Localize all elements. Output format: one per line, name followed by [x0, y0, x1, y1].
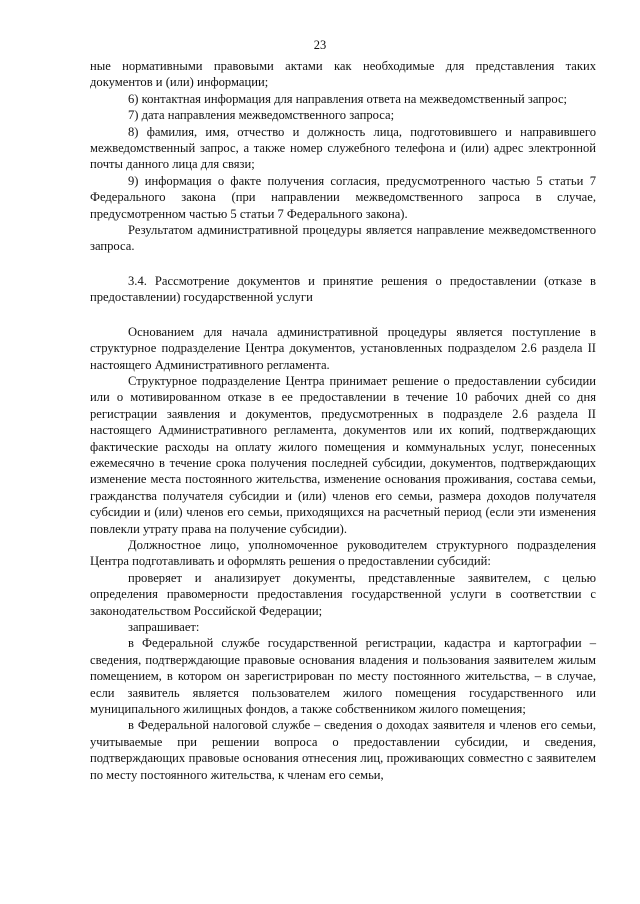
document-body [90, 58, 596, 783]
paragraph-block-1 [90, 58, 596, 255]
paragraph-block-2 [90, 324, 596, 783]
paragraph: запрашивает: [128, 620, 200, 634]
paragraph: 8) фамилия, имя, отчество и должность лица, подготовившего и направившего межведомственный запрос, а также номер служебного телефона и (или) адрес электронной почты данного лица для связи; [90, 124, 596, 172]
paragraph: в Федеральной налоговой службе – сведения о доходах заявителя и членов его семьи, учитываемые при решении вопроса о предоставлении субсидии, и сведения, подтверждающих правовые основания отнесения лиц, проживающих совместно с заявителем по месту постоянного жительства, к членам его семьи, [90, 718, 596, 782]
spacer [90, 306, 596, 324]
paragraph: Должностное лицо, уполномоченное руководителем структурного подразделения Центра подготавливать и оформлять решения о предоставлении субсидий: [90, 537, 596, 569]
paragraph: 6) контактная информация для направления ответа на межведомственный запрос; [128, 91, 568, 106]
paragraph: ные нормативными правовыми актами как необходимые для представления таких документов и (или) информации; [90, 59, 596, 90]
paragraph: в Федеральной службе государственной регистрации, кадастра и картографии – сведения, подтверждающие правовые основания владения и пользования заявителем жилым помещением, в котором он зарегистрирован по месту постоянного жительства, – в случае, если заявитель является пользователем жилого помещения государственного или муниципального жилищных фондов, а также собственником жилого помещения; [90, 636, 596, 717]
paragraph: Структурное подразделение Центра принимает решение о предоставлении субсидии или о мотивированном отказе в ее предоставлении в течение 10 рабочих дней со дня регистрации заявления и документов, предусмотренных в подразделе 2.6 раздела II настоящего Административного регламента, документов или их копий, подтверждающих фактические расходы на оплату жилого помещения и коммунальных услуг, понесенных ежемесячно в течение срока получения последней субсидии, документов, подтверждающих изменение места постоянного жительства, изменение основания проживания, состава семьи, гражданства получателя субсидии и (или) членов его семьи, размера доходов получателя субсидии и (или) членов его семьи, приходящихся на расчетный период (если эти изменения повлекли утрату права на получение субсидии). [90, 373, 596, 536]
spacer [90, 255, 596, 273]
paragraph: 9) информация о факте получения согласия, предусмотренного частью 5 статьи 7 Федерального закона (при направлении межведомственного запроса в случае, предусмотренном частью 5 статьи 7 Федерального закона). [90, 173, 596, 221]
paragraph: Результатом административной процедуры является направление межведомственного запроса. [90, 223, 596, 254]
paragraph: Основанием для начала административной процедуры является поступление в структурное подразделение Центра документов, установленных подразделом 2.6 раздела II настоящего Административного регламента. [90, 324, 596, 372]
page-number: 23 [313, 38, 327, 52]
paragraph: проверяет и анализирует документы, представленные заявителем, с целью определения правомерности предоставления государственной услуги в соответствии с законодательством Российской Федерации; [90, 570, 596, 618]
section-heading: 3.4. Рассмотрение документов и принятие решения о предоставлении (отказе в предоставлении) государственной услуги [90, 273, 596, 305]
paragraph: 7) дата направления межведомственного запроса; [128, 108, 395, 123]
